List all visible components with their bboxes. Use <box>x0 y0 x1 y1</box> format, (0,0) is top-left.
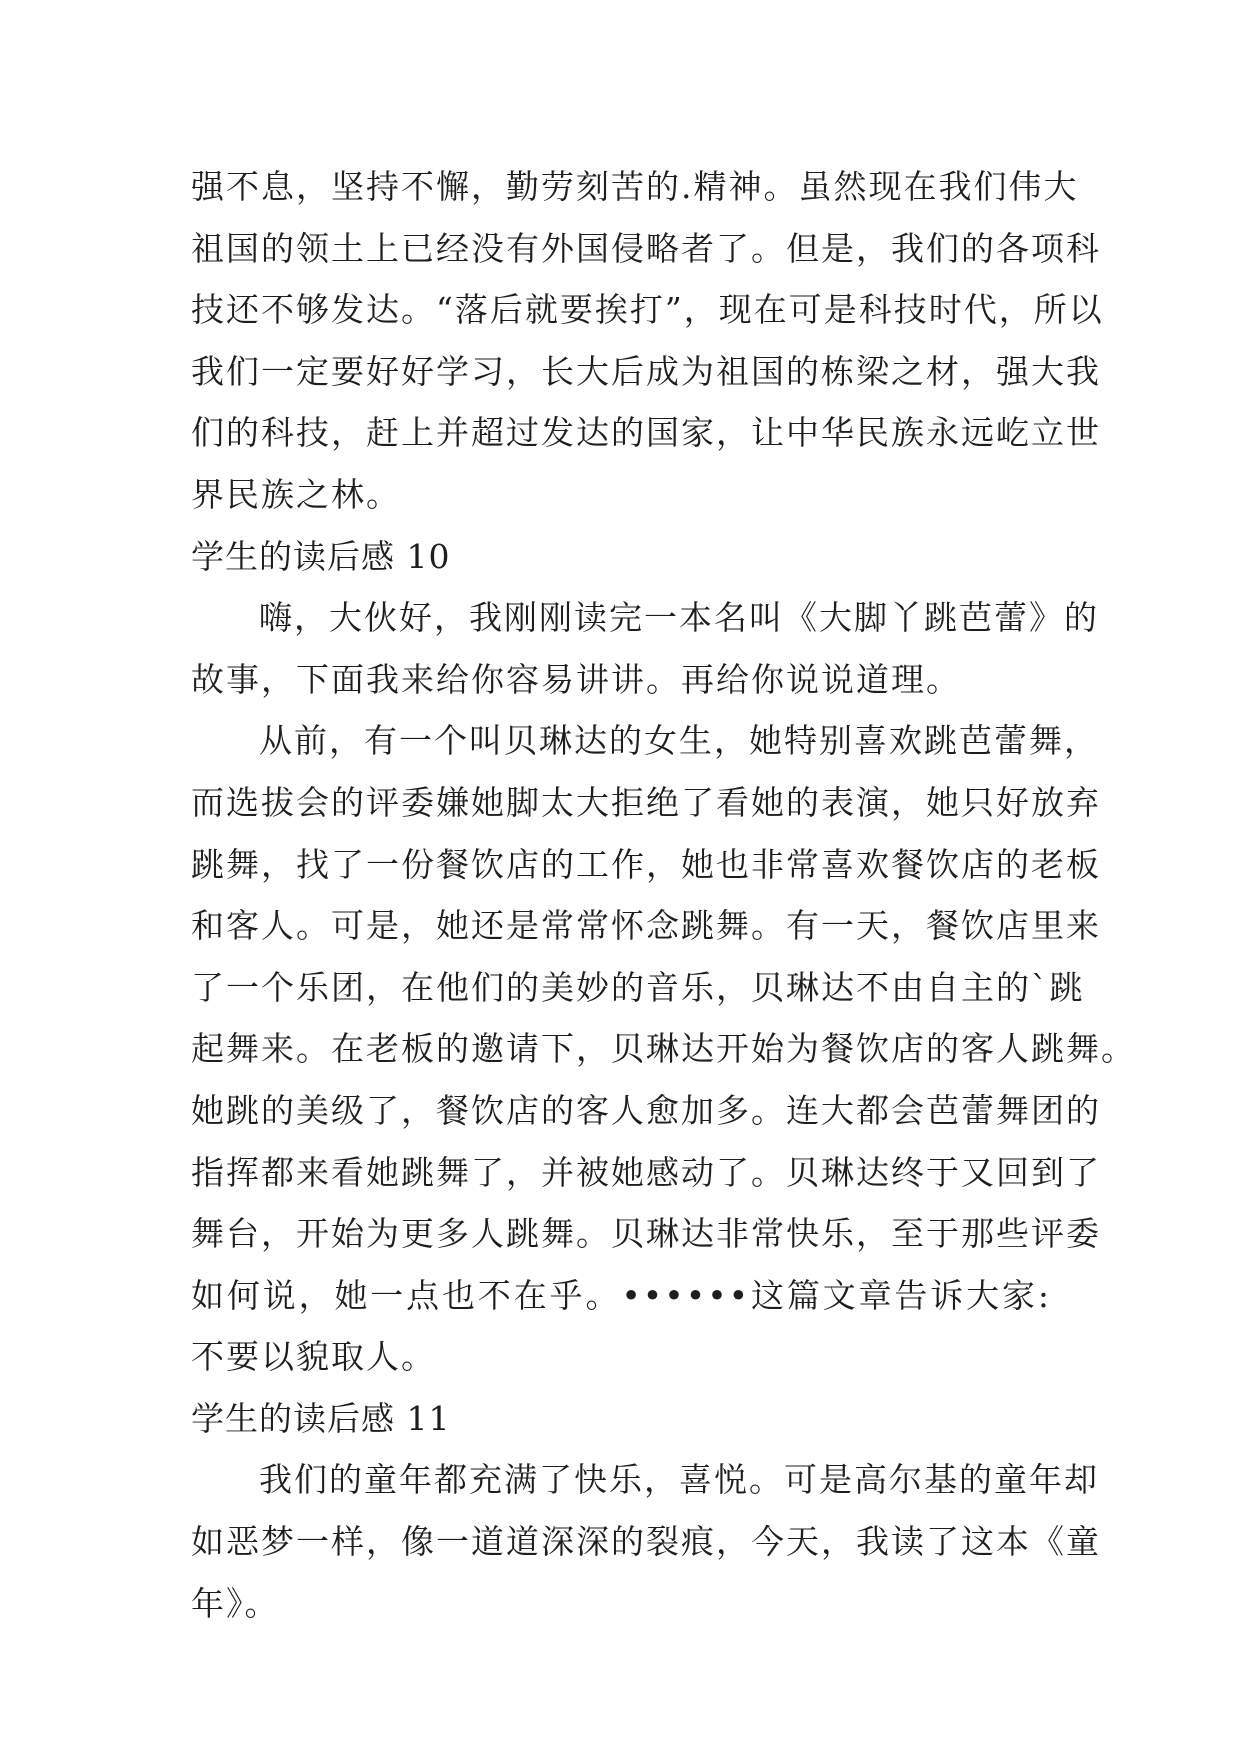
text-line: 我们的童年都充满了快乐，喜悦。可是高尔基的童年却 <box>259 1460 1099 1500</box>
text-line: 我们一定要好好学习，长大后成为祖国的栋梁之材，强大我 <box>191 351 1101 391</box>
text-line: 她跳的美级了，餐饮店的客人愈加多。连大都会芭蕾舞团的 <box>191 1090 1101 1130</box>
text-line: 嗨，大伙好，我刚刚读完一本名叫《大脚丫跳芭蕾》的 <box>259 598 1099 638</box>
text-line: 和客人。可是，她还是常常怀念跳舞。有一天，餐饮店里来 <box>191 906 1101 946</box>
text-line: 如何说，她一点也不在乎。••••••这篇文章告诉大家: <box>191 1275 1051 1315</box>
text-line: 舞台，开始为更多人跳舞。贝琳达非常快乐，至于那些评委 <box>191 1214 1101 1254</box>
section-heading: 学生的读后感 11 <box>191 1398 451 1438</box>
text-line: 不要以貌取人。 <box>191 1337 436 1377</box>
text-line: 指挥都来看她跳舞了，并被她感动了。贝琳达终于又回到了 <box>191 1152 1101 1192</box>
paragraph <box>191 587 1099 710</box>
text-line: 祖国的领土上已经没有外国侵略者了。但是，我们的各项科 <box>191 228 1101 268</box>
text-line: 界民族之林。 <box>191 474 401 514</box>
text-line: 技还不够发达。“落后就要挨打”，现在可是科技时代，所以 <box>191 290 1104 330</box>
text-line: 故事，下面我来给你容易讲讲。再给你说说道理。 <box>191 659 961 699</box>
text-line: 强不息，坚持不懈，勤劳刻苦的.精神。虽然现在我们伟大 <box>191 167 1079 206</box>
text-line: 起舞来。在老板的邀请下，贝琳达开始为餐饮店的客人跳舞。 <box>191 1029 1136 1069</box>
section-heading: 学生的读后感 10 <box>191 536 451 576</box>
paragraph <box>191 1449 1101 1634</box>
text-line: 了一个乐团，在他们的美妙的音乐，贝琳达不由自主的`跳 <box>191 967 1085 1007</box>
text-line: 们的科技，赶上并超过发达的国家，让中华民族永远屹立世 <box>191 413 1101 453</box>
document-body <box>191 156 1136 1634</box>
text-line: 年》。 <box>191 1583 280 1623</box>
paragraph <box>191 156 1104 526</box>
text-line: 从前，有一个叫贝琳达的女生，她特别喜欢跳芭蕾舞， <box>259 721 1099 761</box>
text-line: 跳舞，找了一份餐饮店的工作，她也非常喜欢餐饮店的老板 <box>191 844 1101 884</box>
text-line: 如恶梦一样，像一道道深深的裂痕，今天，我读了这本《童 <box>191 1522 1101 1562</box>
paragraph <box>191 710 1136 1388</box>
text-line: 而选拔会的评委嫌她脚太大拒绝了看她的表演，她只好放弃 <box>191 782 1101 822</box>
